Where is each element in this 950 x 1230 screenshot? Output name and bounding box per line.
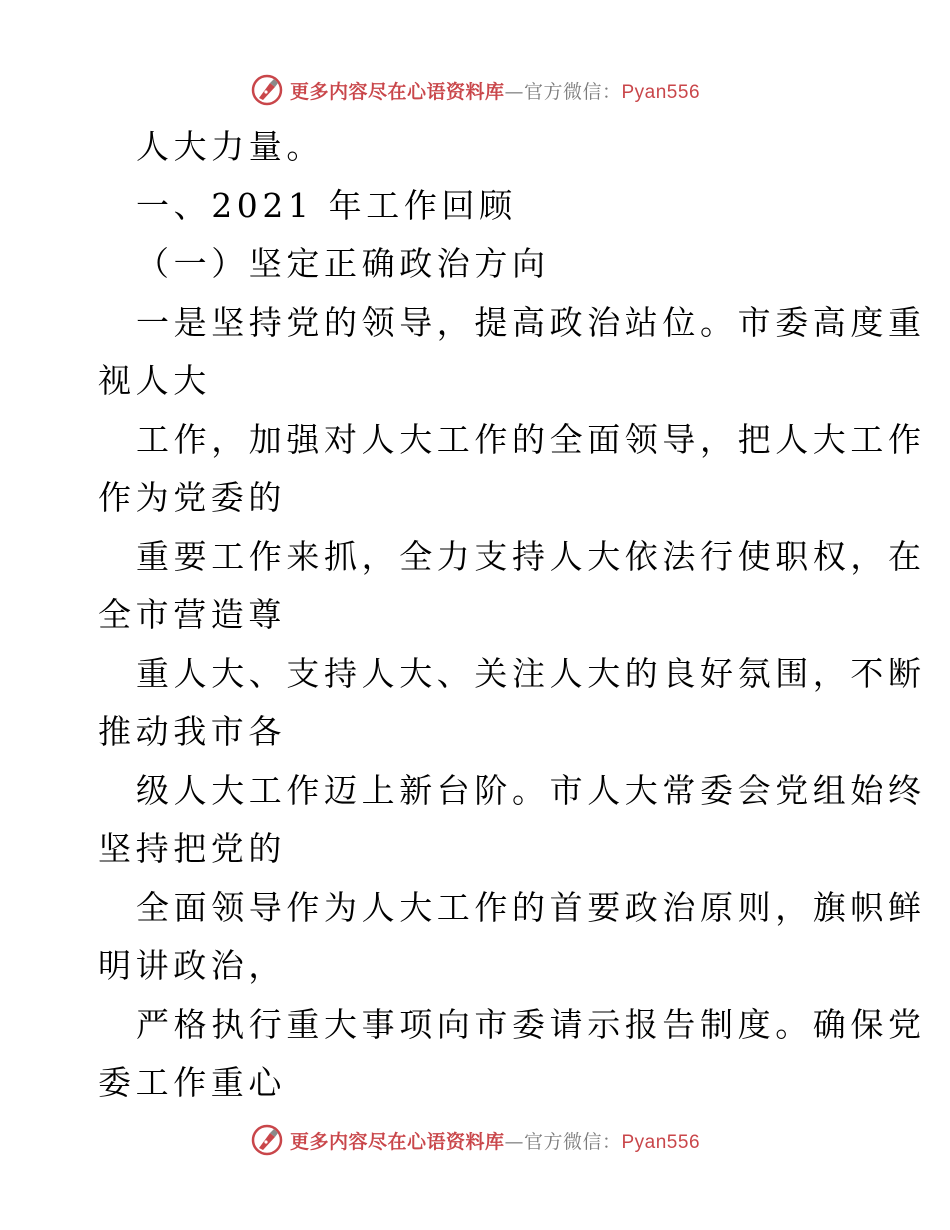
body-line-continuation: 委工作重心: [98, 1063, 286, 1102]
body-line: 严格执行重大事项向市委请示报告制度。确保党: [136, 1004, 926, 1044]
pen-nib-logo-icon: [250, 73, 284, 107]
body-line-continuation: 视人大: [98, 361, 211, 400]
footer-watermark: [0, 1120, 950, 1160]
watermark-account: Pyan556: [621, 1131, 701, 1153]
body-line: 重要工作来抓，全力支持人大依法行使职权，在: [136, 536, 926, 576]
watermark-dash: —: [504, 1130, 524, 1153]
header-watermark: [0, 70, 950, 110]
body-line-continuation: 明讲政治，: [98, 946, 286, 985]
section-heading: 一、2021 年工作回顾: [136, 185, 517, 225]
body-line: 工作，加强对人大工作的全面领导，把人大工作: [136, 419, 926, 459]
document-body: [98, 118, 926, 1113]
subsection-heading: （一）坚定正确政治方向: [136, 244, 550, 283]
watermark-brand: 更多内容尽在心语资料库: [289, 1130, 505, 1153]
body-line: 人大力量。: [136, 127, 324, 166]
watermark-label: 官方微信：: [523, 80, 622, 103]
watermark-label: 官方微信：: [523, 1130, 622, 1153]
body-line-continuation: 推动我市各: [98, 712, 286, 751]
body-line: 重人大、支持人大、关注人大的良好氛围，不断: [136, 653, 926, 693]
body-line-continuation: 坚持把党的: [98, 829, 286, 868]
watermark-account: Pyan556: [621, 81, 701, 103]
watermark-brand: 更多内容尽在心语资料库: [289, 80, 505, 103]
watermark-dash: —: [504, 80, 524, 103]
body-line-continuation: 全市营造尊: [98, 595, 286, 634]
pen-nib-logo-icon: [250, 1123, 284, 1157]
body-line: 一是坚持党的领导，提高政治站位。市委高度重: [136, 302, 926, 342]
body-line-continuation: 作为党委的: [98, 478, 286, 517]
body-line: 全面领导作为人大工作的首要政治原则，旗帜鲜: [136, 887, 926, 927]
body-line: 级人大工作迈上新台阶。市人大常委会党组始终: [136, 770, 926, 810]
